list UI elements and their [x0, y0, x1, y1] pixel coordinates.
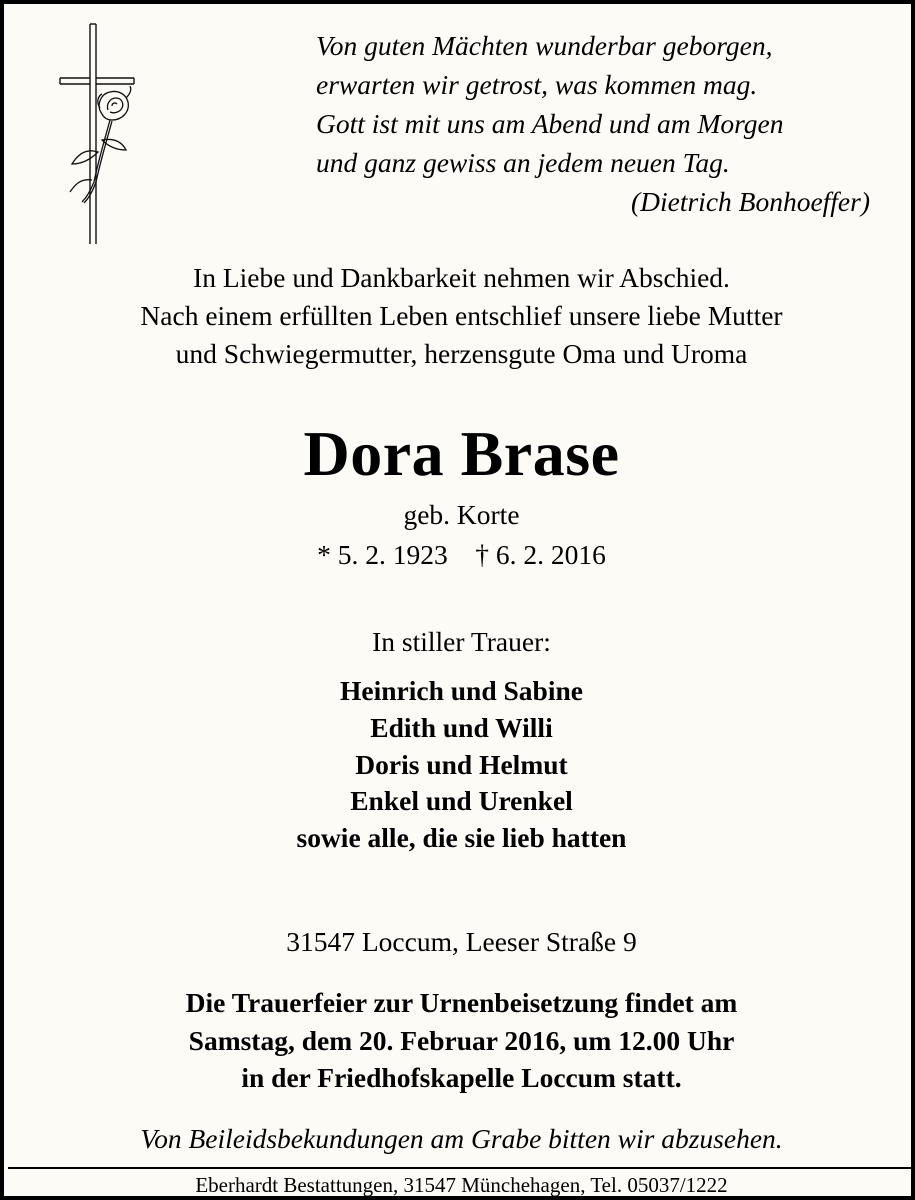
ceremony-info [4, 984, 915, 1097]
deceased-name: Dora Brase [303, 418, 620, 489]
intro-text [4, 259, 915, 373]
condolence-note: Von Beileidsbekundungen am Grabe bitten wir abzusehen. [140, 1123, 783, 1154]
footer-divider [8, 1167, 915, 1169]
poem [316, 26, 876, 221]
ceremony-line: Samstag, dem 20. Februar 2016, um 12.00 Uhr [188, 1024, 735, 1056]
intro-line: Nach einem erfüllten Leben entschlief unsere liebe Mutter [140, 300, 783, 331]
poem-line: Von guten Mächten wunderbar geborgen, [316, 30, 773, 61]
intro-line: In Liebe und Dankbarkeit nehmen wir Abschied. [193, 262, 730, 293]
mourners-list [4, 673, 915, 857]
address: 31547 Loccum, Leeser Straße 9 [286, 926, 637, 957]
intro-line: und Schwiegermutter, herzensgute Oma und Uroma [175, 338, 748, 369]
funeral-home-footer: Eberhardt Bestattungen, 31547 Münchehagen, Tel. 05037/1222 [195, 1173, 728, 1197]
ceremony-line: in der Friedhofskapelle Loccum statt. [241, 1062, 682, 1093]
poem-line: Gott ist mit uns am Abend und am Morgen [316, 108, 784, 139]
mourner-entry: Doris und Helmut [355, 748, 568, 780]
life-dates: * 5. 2. 1923 † 6. 2. 2016 [317, 539, 606, 570]
poem-line: und ganz gewiss an jedem neuen Tag. [316, 147, 730, 178]
mourner-entry: Heinrich und Sabine [340, 675, 583, 706]
mourner-entry: sowie alle, die sie lieb hatten [296, 822, 627, 854]
ceremony-line: Die Trauerfeier zur Urnenbeisetzung findet am [185, 987, 738, 1018]
cross-with-rose-icon [52, 22, 142, 247]
mourning-label: In stiller Trauer: [372, 626, 551, 657]
poem-line: erwarten wir getrost, was kommen mag. [316, 69, 758, 100]
poem-author: (Dietrich Bonhoeffer) [630, 186, 870, 217]
mourner-entry: Enkel und Urenkel [350, 785, 573, 817]
birth-name: geb. Korte [403, 499, 520, 530]
mourner-entry: Edith und Willi [370, 711, 553, 743]
